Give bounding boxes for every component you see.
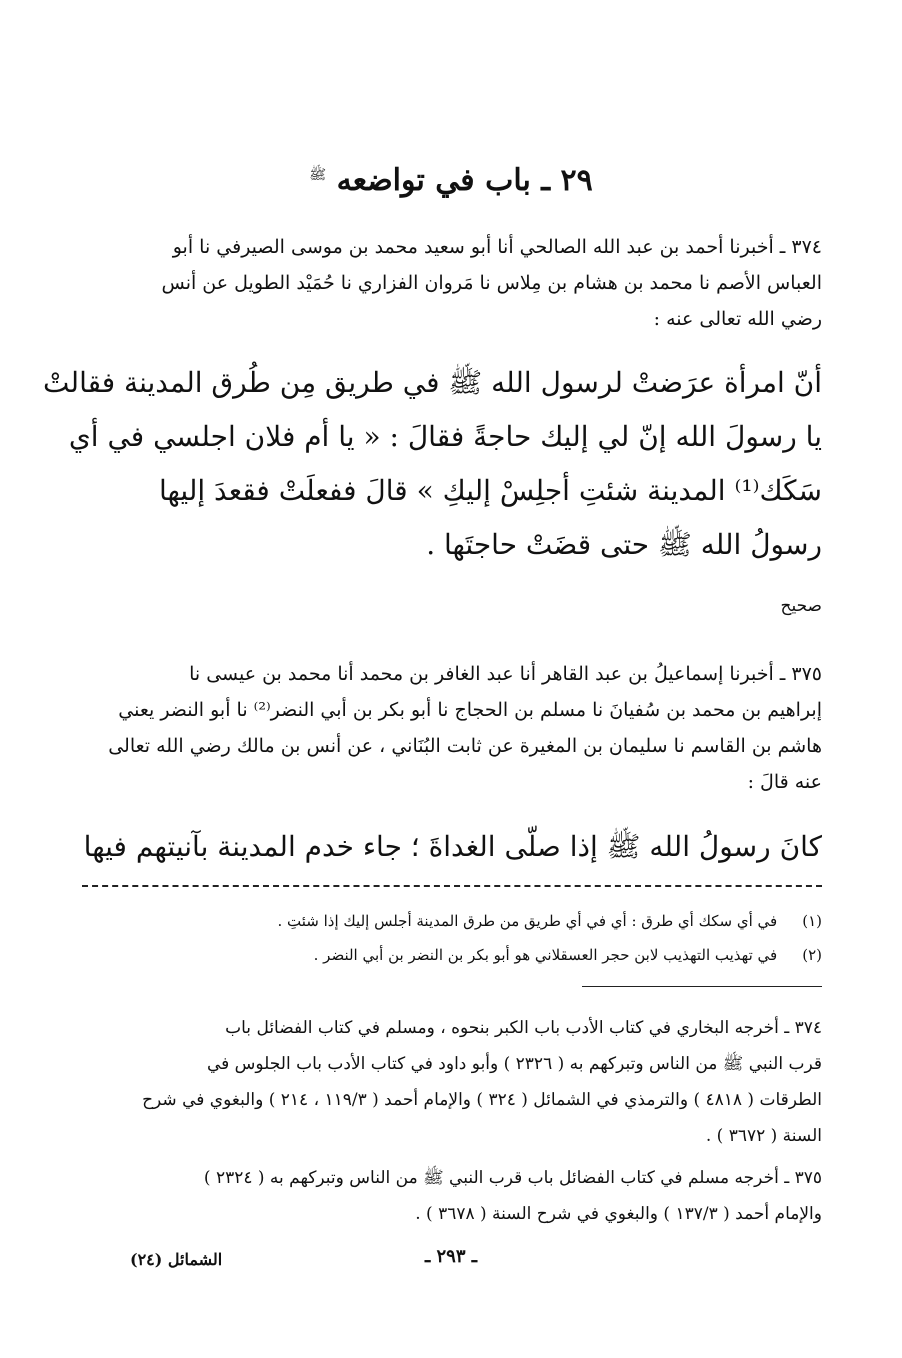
hadith-grade: صحيح (780, 596, 822, 616)
footnote-separator (82, 885, 822, 887)
footnote-1 (82, 912, 822, 930)
hadith-375-isnad-line-2: إبراهيم بن محمد بن سُفيانَ نا مسلم بن الحجاج نا أبو بكر بن أبي النضر⁽²⁾ نا أبو النضر يعني (118, 699, 822, 721)
takhrij-375-line-2: والإمام أحمد ( ١٣٧/٣ ) والبغوي في شرح السنة ( ٣٦٧٨ ) . (415, 1204, 822, 1224)
hadith-374-isnad-line-1: ٣٧٤ ـ أخبرنا أحمد بن عبد الله الصالحي أنا أبو سعيد محمد بن موسى الصيرفي نا أبو (172, 236, 822, 258)
page-number: ـ ٢٩٣ ـ (424, 1246, 478, 1267)
hadith-374-matn-line-4: رسولُ الله ﷺ حتى قضَتْ حاجتَها . (426, 528, 822, 561)
hadith-374-isnad-line-2: العباس الأصم نا محمد بن هشام بن مِلاس نا مَروان الفزاري نا حُمَيْد الطويل عن أنس (161, 272, 822, 294)
footnote-2-text: في تهذيب التهذيب لابن حجر العسقلاني هو أبو بكر بن النضر بن أبي النضر . (313, 946, 778, 964)
takhrij-374-line-3: الطرقات ( ٤٨١٨ ) والترمذي في الشمائل ( ٣٢٤ ) والإمام أحمد ( ١١٩/٣ ، ٢١٤ ) والبغوي في شرح (142, 1090, 822, 1110)
footnote-2-mark: (٢) (802, 946, 822, 964)
takhrij-separator (582, 986, 822, 987)
takhrij-374-line-1: ٣٧٤ ـ أخرجه البخاري في كتاب الأدب باب الكبر بنحوه ، ومسلم في كتاب الفضائل باب (225, 1018, 822, 1038)
chapter-title (0, 163, 902, 198)
hadith-374-matn-line-1: أنّ امرأة عرَضتْ لرسول الله ﷺ في طريق مِن طُرق المدينة فقالتْ (43, 366, 822, 399)
hadith-374-matn-line-3: سَكَك⁽¹⁾ المدينة شئتِ أجلِسْ إليكِ » قالَ ففعلَتْ فقعدَ إليها (158, 474, 822, 507)
footnote-1-mark: (١) (802, 912, 822, 930)
book-label: الشمائل (٢٤) (130, 1250, 223, 1269)
takhrij-374-line-2: قرب النبي ﷺ من الناس وتبركهم به ( ٢٣٢٦ ) وأبو داود في كتاب الأدب باب الجلوس في (206, 1054, 822, 1074)
footnote-1-text: في أي سكك أي طرق : أي في أي طريق من طرق المدينة أجلس إليك إذا شئتِ . (277, 912, 778, 930)
chapter-title-text: ٢٩ ـ باب في تواضعه (336, 163, 593, 198)
hadith-375-isnad-line-1: ٣٧٥ ـ أخبرنا إسماعيلُ بن عبد القاهر أنا عبد الغافر بن محمد أنا محمد بن عيسى نا (189, 663, 822, 685)
hadith-375-isnad-line-4: عنه قالَ : (747, 771, 822, 793)
hadith-374-isnad-line-3: رضي الله تعالى عنه : (653, 308, 822, 330)
takhrij-375-line-1: ٣٧٥ ـ أخرجه مسلم في كتاب الفضائل باب قرب النبي ﷺ من الناس وتبركهم به ( ٢٣٢٤ ) (203, 1168, 822, 1188)
hadith-375-isnad-line-3: هاشم بن القاسم نا سليمان بن المغيرة عن ثابت البُنَاني ، عن أنس بن مالك رضي الله تعالى (108, 735, 822, 757)
honorific-glyph: ﷺ (309, 167, 327, 183)
hadith-374-matn-line-2: يا رسولَ الله إنّ لي إليك حاجةً فقالَ : « يا أم فلان اجلسي في أي (68, 420, 822, 453)
hadith-375-matn-line-1: كانَ رسولُ الله ﷺ إذا صلّى الغداةَ ؛ جاء خدم المدينة بآنيتهم فيها (83, 830, 822, 863)
takhrij-374-line-4: السنة ( ٣٦٧٢ ) . (705, 1126, 822, 1146)
footnote-2 (82, 946, 822, 964)
